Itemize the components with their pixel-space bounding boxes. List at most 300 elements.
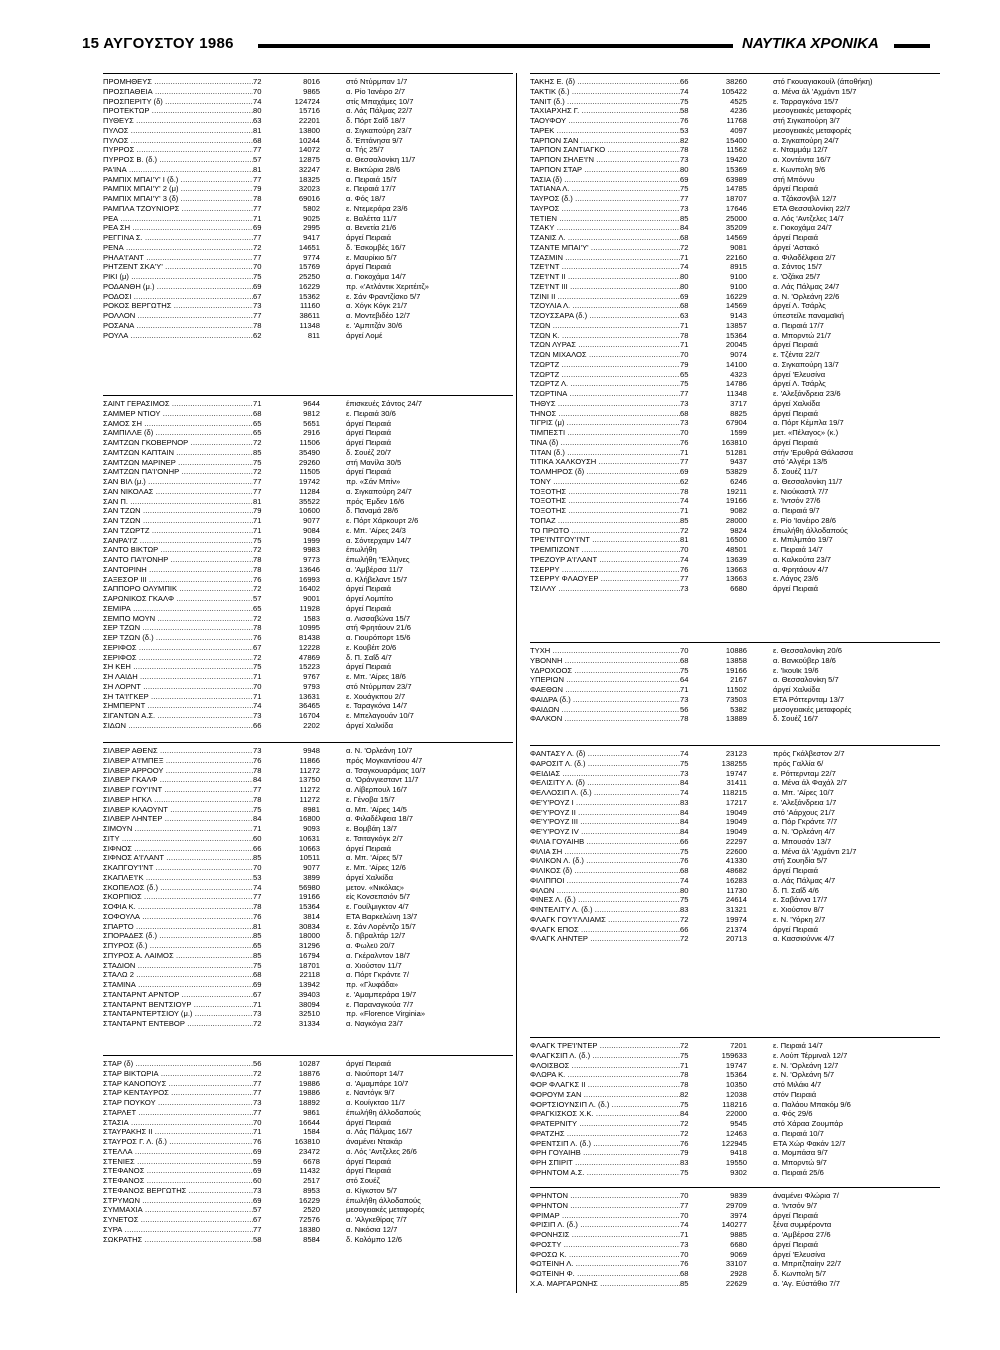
group-rule bbox=[530, 745, 940, 746]
ship-name: ΦΡΙΣΙΠ Λ. (δ.) ..... bbox=[530, 1220, 680, 1230]
status-text: δ. Έπτάνησα 9/7 bbox=[346, 135, 403, 145]
build-year: 78 bbox=[680, 1080, 689, 1089]
gross-tonnage: 67904 bbox=[725, 418, 747, 428]
ship-row bbox=[530, 847, 940, 857]
ship-name: ΦΑΙΔΡΑ (δ.) ..... bbox=[530, 695, 680, 705]
ship-row bbox=[103, 399, 513, 409]
ship-name: ΤΑΡΠΟΝ ΣΤΑΡ ..... bbox=[530, 165, 680, 175]
status-text: ύπεστείλε παναμαϊκή bbox=[773, 311, 845, 320]
ship-name: ΤΖΑΚΥ ..... bbox=[530, 223, 680, 233]
gross-tonnage: 9100 bbox=[730, 281, 747, 291]
ship-name: ΣΙΛΒΕΡ ΛΗΝΤΕΡ ..... bbox=[103, 814, 253, 824]
status-text: α. Μπ. 'Αίρες 14/5 bbox=[346, 804, 407, 814]
ship-row bbox=[103, 194, 513, 204]
build-year: 71 bbox=[680, 1230, 689, 1239]
ship-row bbox=[530, 565, 940, 575]
build-year: 77 bbox=[680, 1200, 689, 1210]
group-rule bbox=[530, 73, 940, 74]
build-year: 77 bbox=[680, 389, 689, 398]
ship-name: ΣΩΚΡΑΤΗΣ ..... bbox=[103, 1235, 253, 1245]
build-year: 77 bbox=[253, 1224, 262, 1234]
gross-tonnage: 15716 bbox=[298, 106, 320, 116]
build-year: 74 bbox=[253, 96, 262, 106]
gross-tonnage: 19049 bbox=[725, 807, 747, 817]
ship-row bbox=[103, 487, 513, 497]
ship-name: ΤΙΤΑΝ (δ.) ..... bbox=[530, 448, 680, 458]
ship-row bbox=[103, 756, 513, 766]
build-year: 69 bbox=[253, 980, 262, 989]
gross-tonnage: 15364 bbox=[725, 1070, 747, 1080]
status-text: άργεί 'Αστακό bbox=[773, 242, 820, 252]
gross-tonnage: 18701 bbox=[298, 960, 320, 970]
gross-tonnage: 2995 bbox=[303, 223, 320, 233]
ship-row bbox=[103, 1215, 513, 1225]
build-year: 77 bbox=[680, 574, 689, 584]
status-text: ε. Λούπ Τέρμιναλ 12/7 bbox=[773, 1050, 848, 1060]
status-text: άργεί Πειραιά bbox=[346, 1156, 392, 1166]
status-text: άργεί Πειραιά bbox=[773, 233, 819, 242]
status-text: άργεί Πειραιά bbox=[346, 233, 392, 242]
ship-row bbox=[530, 705, 940, 715]
status-text: άργεί Πειραιά bbox=[773, 924, 819, 934]
ship-name: ΣΙΜΟΥΝ ..... bbox=[103, 824, 253, 834]
ship-row bbox=[530, 243, 940, 253]
status-text: ε. Πειραιά 17/7 bbox=[346, 184, 396, 194]
build-year: 70 bbox=[680, 545, 689, 554]
status-text: άργεί Πειραιά bbox=[773, 184, 819, 194]
gross-tonnage: 31334 bbox=[298, 1019, 320, 1028]
gross-tonnage: 16704 bbox=[298, 711, 320, 720]
ship-name: ΣΙΔΩΝ ..... bbox=[103, 721, 253, 731]
ship-row bbox=[530, 905, 940, 915]
build-year: 75 bbox=[253, 457, 262, 467]
ship-row bbox=[103, 1118, 513, 1128]
build-year: 66 bbox=[680, 77, 689, 86]
gross-tonnage: 16229 bbox=[298, 1195, 320, 1205]
ship-row bbox=[530, 272, 940, 282]
build-year: 65 bbox=[253, 428, 262, 438]
status-text: α. Πειραιά 15/7 bbox=[346, 174, 397, 184]
build-year: 83 bbox=[680, 905, 689, 914]
ship-name: ΡΑΜΠΙΧ ΜΠΑΙ'Υ' 2 (μ) ..... bbox=[103, 184, 253, 194]
gross-tonnage: 16800 bbox=[298, 814, 320, 824]
status-text: άργεί Πειραιά bbox=[346, 584, 392, 594]
status-text: μετον. «Νικόλας» bbox=[346, 882, 405, 892]
gross-tonnage: 9417 bbox=[303, 233, 320, 242]
build-year: 53 bbox=[680, 125, 689, 135]
gross-tonnage: 140277 bbox=[721, 1220, 747, 1230]
gross-tonnage: 20045 bbox=[725, 340, 747, 350]
ship-row bbox=[103, 262, 513, 272]
status-text: α. 'Αμαμπάρε 10/7 bbox=[346, 1078, 409, 1088]
ship-name: ΣΥΝΕΤΟΣ ..... bbox=[103, 1215, 253, 1225]
ship-name: ΡΕΑ ..... bbox=[103, 214, 253, 224]
status-text: πρ. «Γλυφάδα» bbox=[346, 980, 399, 989]
gross-tonnage: 25000 bbox=[725, 213, 747, 223]
gross-tonnage: 9001 bbox=[303, 594, 320, 603]
ship-row bbox=[530, 759, 940, 769]
status-text: α. Φός 18/7 bbox=[346, 194, 386, 203]
status-text: άργεί Χαλκίδα bbox=[773, 685, 821, 694]
gross-tonnage: 1599 bbox=[730, 428, 747, 437]
build-year: 71 bbox=[253, 824, 262, 833]
group-rule bbox=[530, 1187, 940, 1188]
ship-name: ΣΑΝΤΟ ΠΑ'Ι'ΟΝΗΡ ..... bbox=[103, 555, 253, 565]
gross-tonnage: 19747 bbox=[725, 1060, 747, 1070]
ship-row bbox=[103, 922, 513, 932]
ship-name: ΦΡΑΤΖΗΣ ..... bbox=[530, 1129, 680, 1139]
status-text: μεσογειακές μεταφορές bbox=[346, 1205, 425, 1215]
status-text: ε. Κωνπολη 9/6 bbox=[773, 164, 826, 174]
ship-name: ΦΩΤΕΙΝΗ Λ. ..... bbox=[530, 1259, 680, 1269]
build-year: 62 bbox=[680, 476, 689, 486]
status-text: α. Παλάου Μπακόμ 9/6 bbox=[773, 1099, 851, 1109]
gross-tonnage: 8584 bbox=[303, 1234, 320, 1244]
build-year: 70 bbox=[253, 681, 262, 691]
status-text: α. Ν. 'Ορλεάνη 4/7 bbox=[773, 827, 836, 836]
ship-name: ΤΖΩΝ ..... bbox=[530, 321, 680, 331]
build-year: 72 bbox=[680, 1041, 689, 1050]
build-year: 72 bbox=[253, 242, 262, 252]
ship-row bbox=[530, 1269, 940, 1279]
gross-tonnage: 17217 bbox=[725, 797, 747, 807]
ship-name: ΦΙΝΤΕΛΙΤΥ Λ. (δ.) ..... bbox=[530, 905, 680, 915]
status-text: πρ. «'Ατλάντικ Χεριτέιτζ» bbox=[346, 281, 429, 291]
ship-row bbox=[103, 785, 513, 795]
status-text: α. Λάς Πάλμας 16/7 bbox=[346, 1127, 413, 1137]
ship-name: ΤΣΕΡΡΥ ..... bbox=[530, 565, 680, 575]
build-year: 80 bbox=[253, 106, 262, 116]
build-year: 75 bbox=[253, 804, 262, 814]
status-text: άργεί Πειραιά bbox=[773, 408, 819, 418]
ship-name: ΤΙΝΑ (δ) ..... bbox=[530, 438, 680, 448]
gross-tonnage: 13639 bbox=[725, 554, 747, 564]
ship-row bbox=[103, 604, 513, 614]
status-text: α. Μένα άλ 'Αχμάντι 21/7 bbox=[773, 846, 857, 856]
status-text: α. Νιούπορτ 14/7 bbox=[346, 1068, 404, 1078]
gross-tonnage: 9545 bbox=[730, 1119, 747, 1128]
status-text: πρός Γκάλβεστον 2/7 bbox=[773, 749, 845, 758]
build-year: 84 bbox=[253, 814, 262, 824]
status-text: στή Μανίλα 30/5 bbox=[346, 457, 402, 467]
ship-name: ΣΚΟΠΕΛΟΣ (δ.) ..... bbox=[103, 883, 253, 893]
ship-row bbox=[530, 895, 940, 905]
ship-row bbox=[103, 961, 513, 971]
ship-name: ΤΡΕ'Ι'ΝΤΓΟΥ'Ι'ΝΤ ..... bbox=[530, 535, 680, 545]
ship-name: ΡΗΤΖΕΝΤ ΣΚΑ'Υ' ..... bbox=[103, 262, 253, 272]
gross-tonnage: 19742 bbox=[298, 477, 320, 486]
gross-tonnage: 18892 bbox=[298, 1098, 320, 1107]
status-text: πρός Έμδεν 16/6 bbox=[346, 496, 405, 506]
status-text: α. Πειραιά 25/6 bbox=[773, 1167, 824, 1177]
status-text: α. 'Αμβέρσα 27/6 bbox=[773, 1230, 831, 1239]
gross-tonnage: 6680 bbox=[730, 1239, 747, 1249]
ship-name: ΤΣΙΛΛΥ ..... bbox=[530, 584, 680, 594]
ship-name: ΦΕ'Υ'ΡΟΥΖ ΙΙΙ ..... bbox=[530, 817, 680, 827]
build-year: 72 bbox=[680, 1119, 689, 1128]
gross-tonnage: 10663 bbox=[298, 843, 320, 853]
ship-row bbox=[103, 165, 513, 175]
gross-tonnage: 1584 bbox=[303, 1127, 320, 1137]
gross-tonnage: 18000 bbox=[298, 931, 320, 941]
build-year: 70 bbox=[253, 86, 262, 96]
status-text: α. Βανκούβερ 18/6 bbox=[773, 655, 836, 665]
gross-tonnage: 16229 bbox=[298, 281, 320, 291]
ship-row bbox=[530, 253, 940, 263]
gross-tonnage: 3974 bbox=[730, 1210, 747, 1220]
ship-row bbox=[103, 990, 513, 1000]
ship-row bbox=[530, 886, 940, 896]
build-year: 84 bbox=[680, 827, 689, 836]
ship-row bbox=[530, 545, 940, 555]
gross-tonnage: 9865 bbox=[303, 86, 320, 96]
build-year: 63 bbox=[253, 116, 262, 125]
ship-row bbox=[103, 1225, 513, 1235]
build-year: 69 bbox=[253, 281, 262, 291]
ship-group bbox=[530, 745, 940, 944]
ship-name: ΤΖΩΝ Κ. ..... bbox=[530, 331, 680, 341]
ship-row bbox=[103, 775, 513, 785]
ship-name: ΦΕ'Υ'ΡΟΥΖ ΙΙ ..... bbox=[530, 808, 680, 818]
status-text: α. Νικόσια 12/7 bbox=[346, 1224, 398, 1234]
ship-row bbox=[530, 409, 940, 419]
page-header bbox=[0, 0, 1000, 60]
ship-name: ΦΕΛΙΣΙΤΥ Λ. (δ) ..... bbox=[530, 778, 680, 788]
gross-tonnage: 13631 bbox=[298, 691, 320, 701]
ship-row bbox=[103, 1019, 513, 1029]
build-year: 78 bbox=[253, 555, 262, 564]
ship-name: ΤΑΥΡΟΣ ..... bbox=[530, 204, 680, 214]
ship-name: ΦΡΙΜΑΡ ..... bbox=[530, 1211, 680, 1221]
ship-group bbox=[530, 1037, 940, 1178]
ship-name: ΦΟΡΤΣΙΟΥΝΣΙΠ Λ. (δ.) ..... bbox=[530, 1100, 680, 1110]
build-year: 57 bbox=[253, 155, 262, 164]
ship-row bbox=[103, 282, 513, 292]
gross-tonnage: 29260 bbox=[298, 457, 320, 467]
ship-row bbox=[103, 1069, 513, 1079]
gross-tonnage: 4323 bbox=[730, 369, 747, 379]
ship-name: ΣΑΝ ΒΙΛ (μ.) ..... bbox=[103, 477, 253, 487]
gross-tonnage: 35209 bbox=[725, 223, 747, 233]
gross-tonnage: 159633 bbox=[721, 1050, 747, 1060]
ship-row bbox=[530, 915, 940, 925]
gross-tonnage: 8981 bbox=[303, 804, 320, 814]
status-text: α. Πόρ Γκράντε 7/7 bbox=[773, 817, 838, 827]
build-year: 73 bbox=[253, 746, 262, 755]
ship-name: ΠΡΟΣΠΑΘΕΙΑ ..... bbox=[103, 87, 253, 97]
ship-name: ΣΤΑΔΙΟΝ ..... bbox=[103, 961, 253, 971]
status-text: α. Τσαγκουαράμας 10/7 bbox=[346, 765, 426, 775]
status-text: ΕΤΑ Ρόττερνταμ 13/7 bbox=[773, 694, 845, 704]
gross-tonnage: 118215 bbox=[722, 788, 747, 797]
ship-row bbox=[103, 438, 513, 448]
status-text: ε. Ν. 'Υόρκη 2/7 bbox=[773, 914, 826, 924]
build-year: 81 bbox=[253, 164, 262, 174]
ship-name: ΣΗ ΛΟΡΝΤ ..... bbox=[103, 682, 253, 692]
build-year: 71 bbox=[680, 447, 689, 457]
build-year: 68 bbox=[680, 233, 689, 242]
build-year: 76 bbox=[680, 116, 689, 125]
ship-row bbox=[530, 555, 940, 565]
status-text: α. Σιγκαπούρη 24/7 bbox=[346, 486, 412, 496]
status-text: α. Χοντέιντα 16/7 bbox=[773, 155, 831, 164]
status-text: έπωλήθη ''Ελληνες bbox=[346, 555, 410, 564]
ship-name: ΣΙΛΒΕΡ ΓΚΑΛΦ ..... bbox=[103, 775, 253, 785]
ship-row bbox=[530, 379, 940, 389]
gross-tonnage: 13857 bbox=[725, 320, 747, 330]
ship-name: ΣΚΑΠΛΕ'Ι'Κ ..... bbox=[103, 873, 253, 883]
status-text: ε. Ν. 'Ορλεάνη 12/7 bbox=[773, 1060, 839, 1070]
ship-name: ΣΙΛΒΕΡ ΚΛΑΟΥΝΤ ..... bbox=[103, 805, 253, 815]
status-text: α. Σάντος 15/7 bbox=[773, 262, 823, 272]
build-year: 71 bbox=[680, 320, 689, 330]
build-year: 81 bbox=[253, 496, 262, 506]
status-text: α. Γιοκοχάμα 14/7 bbox=[346, 272, 406, 281]
ship-row bbox=[103, 623, 513, 633]
ship-name: ΣΑΝΡΑ'Ι'Ζ ..... bbox=[103, 536, 253, 546]
build-year: 80 bbox=[680, 164, 689, 174]
ship-row bbox=[103, 873, 513, 883]
ship-name: ΤΑΝΙΤ (δ.) ..... bbox=[530, 97, 680, 107]
build-year: 74 bbox=[680, 1220, 689, 1230]
ship-name: ΣΤΑΝΤΑΡΝΤ ΒΕΝΤΣΙΟΥΡ ..... bbox=[103, 1000, 253, 1010]
gross-tonnage: 5382 bbox=[730, 704, 747, 714]
ship-name: ΣΠΥΡΟΣ Α. ΛΑΙΜΟΣ ..... bbox=[103, 951, 253, 961]
ship-name: ΦΛΑΓΚ ΛΗΝΤΕΡ ..... bbox=[530, 934, 680, 944]
gross-tonnage: 9793 bbox=[303, 681, 320, 691]
ship-name: ΣΗ ΤΑ'Ι'ΓΚΕΡ ..... bbox=[103, 692, 253, 702]
status-text: στή Φρητάουν 21/6 bbox=[346, 623, 411, 633]
gross-tonnage: 3717 bbox=[730, 398, 747, 408]
status-text: ε. Μπ. 'Αίρες 18/6 bbox=[346, 672, 406, 681]
status-text: άργεί Πειραιά bbox=[773, 866, 819, 875]
status-text: ε. Βαλέττα 11/7 bbox=[346, 213, 397, 223]
gross-tonnage: 28000 bbox=[725, 515, 747, 525]
ship-name: ΣΤΑΛΩ 2 ..... bbox=[103, 970, 253, 980]
gross-tonnage: 47869 bbox=[298, 652, 320, 662]
gross-tonnage: 24614 bbox=[725, 895, 747, 905]
ship-name: ΡΟΔΟΣΙ ..... bbox=[103, 292, 253, 302]
ship-name: ΣΑΠΠΟΡΟ ΟΛΥΜΠΙΚ ..... bbox=[103, 584, 253, 594]
ship-name: ΦΕΛΛΟΣΙΠ Λ. (δ.) ..... bbox=[530, 788, 680, 798]
status-text: άργεί Πειραιά bbox=[346, 603, 392, 613]
status-text: ε. Ντεμεράρα 23/6 bbox=[346, 203, 408, 213]
ship-name: ΦΕ'Υ'ΡΟΥΖ IV ..... bbox=[530, 827, 680, 837]
status-text: α. Πειραιά 10/7 bbox=[773, 1128, 824, 1138]
build-year: 69 bbox=[253, 1146, 262, 1156]
gross-tonnage: 38611 bbox=[299, 311, 320, 320]
ship-name: ΤΖΑΣΜΙΝ ..... bbox=[530, 253, 680, 263]
ship-name: ΣΑΝ Π. ..... bbox=[103, 497, 253, 507]
gross-tonnage: 122945 bbox=[721, 1138, 747, 1148]
build-year: 77 bbox=[253, 477, 262, 486]
gross-tonnage: 19166 bbox=[298, 892, 320, 902]
build-year: 67 bbox=[253, 1215, 262, 1224]
gross-tonnage: 19166 bbox=[725, 665, 747, 675]
gross-tonnage: 19886 bbox=[298, 1078, 320, 1088]
ship-row bbox=[530, 1109, 940, 1119]
ship-row bbox=[103, 653, 513, 663]
ship-name: ΣΤΑΜΙΝΑ ..... bbox=[103, 980, 253, 990]
build-year: 72 bbox=[253, 545, 262, 555]
ship-name: ΤΑΣΙΑ (δ) ..... bbox=[530, 175, 680, 185]
build-year: 71 bbox=[680, 340, 689, 350]
gross-tonnage: 12228 bbox=[298, 642, 320, 652]
ship-name: ΣΗ ΛΑΙΔΗ ..... bbox=[103, 672, 253, 682]
ship-row bbox=[530, 1041, 940, 1051]
ship-name: ΣΠΥΡΟΣ (δ.) ..... bbox=[103, 941, 253, 951]
build-year: 78 bbox=[680, 330, 689, 340]
ship-row bbox=[530, 1090, 940, 1100]
build-year: 70 bbox=[680, 646, 689, 655]
build-year: 74 bbox=[253, 701, 262, 711]
gross-tonnage: 14786 bbox=[725, 379, 747, 389]
gross-tonnage: 4236 bbox=[730, 106, 747, 116]
gross-tonnage: 19420 bbox=[725, 155, 747, 164]
ship-name: ΣΤΑΡ ΚΑΝΟΠΟΥΣ ..... bbox=[103, 1079, 253, 1089]
ship-name: ΦΙΛΩΝ ..... bbox=[530, 886, 680, 896]
ship-row bbox=[530, 656, 940, 666]
ship-name: ΤΟΠΑΖ ..... bbox=[530, 516, 680, 526]
ship-row bbox=[103, 526, 513, 536]
group-rule bbox=[530, 1037, 940, 1038]
gross-tonnage: 17646 bbox=[725, 203, 747, 213]
status-text: δ. Έσκομβές 16/7 bbox=[346, 242, 406, 252]
status-text: α. Λάς Πάλμας 22/7 bbox=[346, 106, 413, 116]
status-text: ε. Μπελαγουάν 10/7 bbox=[346, 711, 414, 720]
build-year: 69 bbox=[253, 223, 262, 233]
ship-name: ΤΖΟΥΛΙΑ Λ. ..... bbox=[530, 301, 680, 311]
status-text: στό Χάραα Ζουμπάρ bbox=[773, 1119, 843, 1128]
ship-name: ΣΕΜΙΡΑ ..... bbox=[103, 604, 253, 614]
gross-tonnage: 11506 bbox=[299, 438, 320, 447]
gross-tonnage: 13858 bbox=[725, 655, 747, 665]
build-year: 71 bbox=[253, 516, 262, 525]
gross-tonnage: 9812 bbox=[303, 408, 320, 418]
ship-row bbox=[103, 116, 513, 126]
gross-tonnage: 9025 bbox=[303, 213, 320, 223]
build-year: 78 bbox=[680, 1070, 689, 1080]
status-text: ε. Πόρτ Χάρκουρτ 2/6 bbox=[346, 516, 419, 525]
group-rule bbox=[103, 742, 513, 743]
build-year: 72 bbox=[253, 652, 262, 662]
ship-row bbox=[103, 1088, 513, 1098]
ship-row bbox=[103, 692, 513, 702]
build-year: 65 bbox=[253, 603, 262, 613]
ship-row bbox=[103, 565, 513, 575]
ship-row bbox=[530, 477, 940, 487]
ship-name: ΣΗ ΚΕΗ ..... bbox=[103, 662, 253, 672]
ship-name: ΣΚΑΠΓΟΥ'Ι'ΝΤ ..... bbox=[103, 863, 253, 873]
ship-name: ΣΕΡ ΤΖΩΝ ..... bbox=[103, 623, 253, 633]
gross-tonnage: 16402 bbox=[298, 584, 320, 594]
ship-row bbox=[103, 980, 513, 990]
ship-name: ΦΙΛΙΠΠΟΙ ..... bbox=[530, 876, 680, 886]
gross-tonnage: 13663 bbox=[725, 564, 747, 574]
ship-name: ΤΙΜΠΕΣΤΙ ..... bbox=[530, 428, 680, 438]
ship-name: ΤΖΟΥΣΣΑΡΑ (δ.) ..... bbox=[530, 311, 680, 321]
status-text: α. Καλκούτα 23/7 bbox=[773, 554, 832, 564]
ship-row bbox=[103, 701, 513, 711]
ship-name: ΦΡΟΣΤΥ ..... bbox=[530, 1240, 680, 1250]
ship-name: ΦΛΑΓΚ ΕΠΟΣ ..... bbox=[530, 925, 680, 935]
ship-name: ΡΕΑ ΣΗ ..... bbox=[103, 223, 253, 233]
status-text: άργεί Πειραιά bbox=[346, 428, 392, 438]
ship-name: ΣΤΕΦΑΝΟΣ ΒΕΡΓΩΤΗΣ ..... bbox=[103, 1186, 253, 1196]
status-text: πρ. «Florence Virginia» bbox=[346, 1009, 426, 1019]
ship-name: ΤΑΧΙΑΡΧΗΣ Γ. ..... bbox=[530, 106, 680, 116]
ship-row bbox=[103, 136, 513, 146]
